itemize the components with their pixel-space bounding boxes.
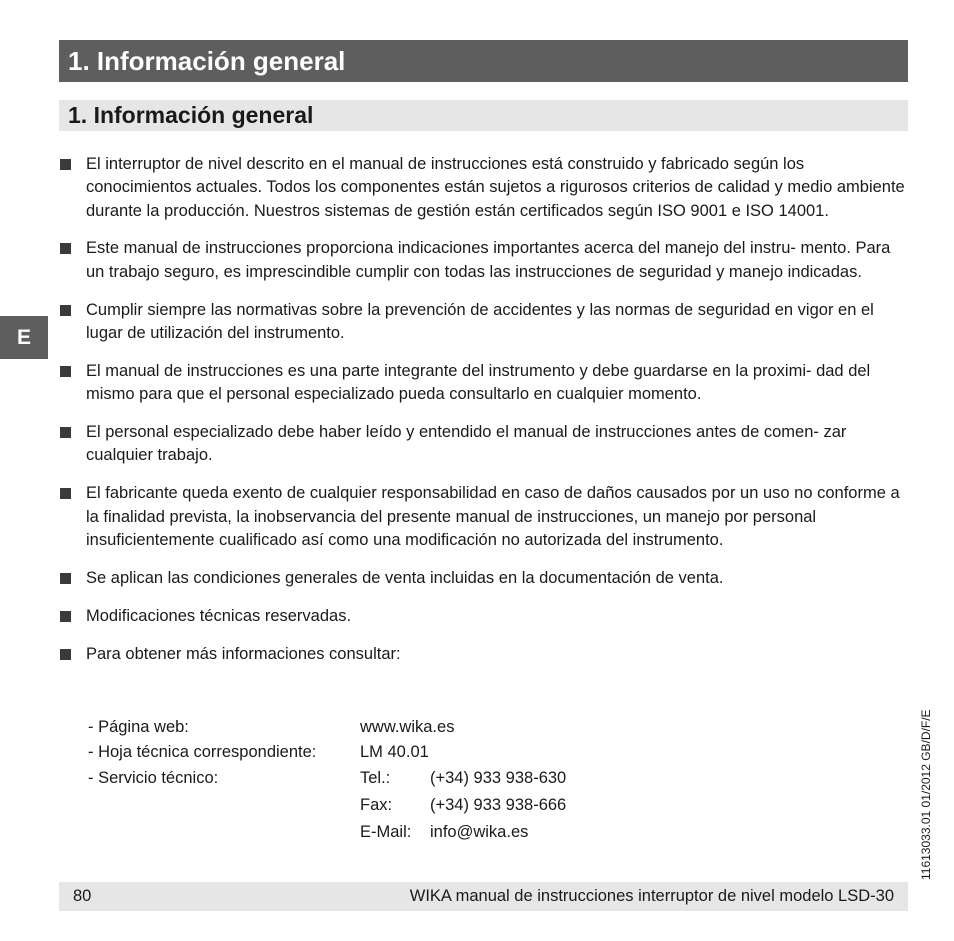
chapter-header (59, 40, 908, 82)
list-item (60, 605, 910, 628)
list-item (60, 643, 910, 666)
list-item (60, 153, 910, 223)
list-item-text: Para obtener más informaciones consultar: (86, 644, 401, 663)
square-bullet-icon (60, 305, 71, 316)
web-label: - Página web: (88, 718, 189, 736)
square-bullet-icon (60, 159, 71, 170)
square-bullet-icon (60, 573, 71, 584)
list-item (60, 237, 910, 284)
square-bullet-icon (60, 366, 71, 377)
square-bullet-icon (60, 611, 71, 622)
tel-label: Tel.: (360, 769, 391, 787)
list-item-text: El interruptor de nivel descrito en el manual de instrucciones está construido y fabricado según los conocimientos actuales. Todos los componentes están sujetos a rigurosos criterios de calidad y medio ambiente durante la producción. Nuestros sistemas de gestión están certificados según ISO 9001 e ISO 14001. (86, 155, 905, 220)
language-tab (0, 316, 48, 359)
list-item (60, 421, 910, 468)
email-label: E-Mail: (360, 823, 412, 841)
web-link[interactable]: www.wika.es (360, 718, 455, 736)
list-item-text: El manual de instrucciones es una parte integrante del instrumento y debe guardarse en la proximi- dad del mismo para que el personal especializado pueda consultarlo en cualquier momento. (86, 361, 871, 404)
square-bullet-icon (60, 649, 71, 660)
fax-label: Fax: (360, 796, 393, 814)
section-header (59, 100, 908, 131)
list-item-text: El fabricante queda exento de cualquier responsabilidad en caso de daños causados por un uso no conforme a la finalidad prevista, la inobservancia del presente manual de instrucciones, un manejo por personal insuficientemente cualificado así como una modificación no autorizada del instrumento. (86, 484, 900, 549)
section-title: 1. Información general (68, 102, 314, 128)
list-item-text: Este manual de instrucciones proporciona indicaciones importantes acerca del manejo del instru- mento. Para un trabajo seguro, es imprescindible cumplir con todas las instrucciones de seguridad y manejo indicadas. (86, 239, 891, 281)
page-number: 80 (73, 887, 92, 905)
square-bullet-icon (60, 427, 71, 438)
language-tab-label: E (16, 326, 31, 349)
datasheet-value: LM 40.01 (360, 743, 429, 761)
square-bullet-icon (60, 488, 71, 499)
document-code: 11613033.01 01/2012 GB/D/F/E (919, 709, 933, 880)
datasheet-label: - Hoja técnica correspondiente: (88, 743, 317, 761)
list-item (60, 567, 910, 590)
fax-value: (+34) 933 938-666 (430, 796, 567, 814)
footer-title: WIKA manual de instrucciones interruptor de nivel modelo LSD-30 (409, 887, 894, 905)
email-link[interactable]: info@wika.es (430, 823, 529, 841)
list-item-text: Modificaciones técnicas reservadas. (86, 606, 352, 625)
list-item (60, 299, 910, 346)
list-item-text: Se aplican las condiciones generales de venta incluidas en la documentación de venta. (86, 568, 724, 587)
square-bullet-icon (60, 243, 71, 254)
chapter-title: 1. Información general (68, 46, 346, 76)
tel-value: (+34) 933 938-630 (430, 769, 567, 787)
bullet-list (60, 153, 910, 680)
list-item (60, 360, 910, 407)
list-item-text: Cumplir siempre las normativas sobre la prevención de accidentes y las normas de seguridad en vigor en el lugar de utilización del instrumento. (86, 300, 874, 342)
list-item-text: El personal especializado debe haber leído y entendido el manual de instrucciones antes de comen- zar cualquier trabajo. (86, 423, 847, 465)
list-item (60, 482, 910, 552)
service-label: - Servicio técnico: (88, 769, 219, 787)
page-footer (59, 882, 908, 911)
